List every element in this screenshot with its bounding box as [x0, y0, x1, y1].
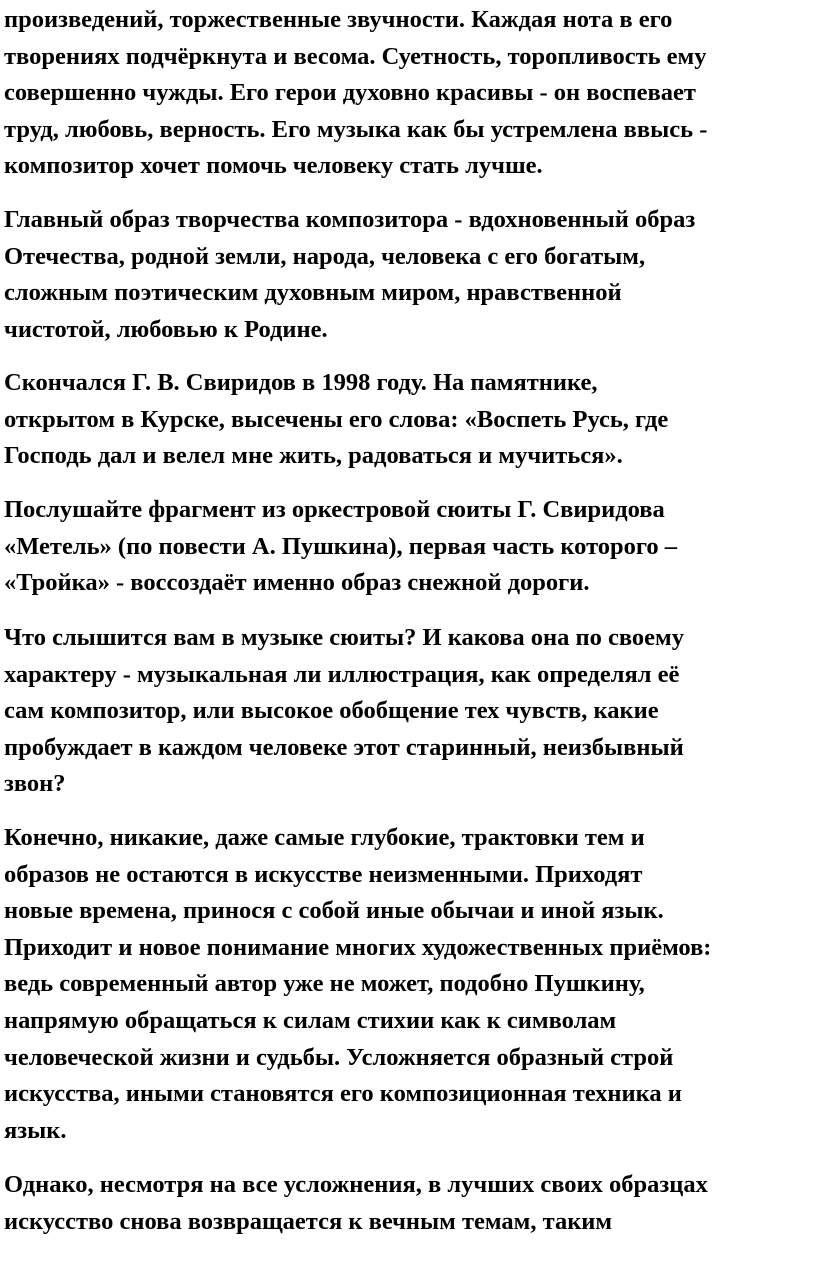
- text-line: произведений, торжественные звучности. Каждая нота в его: [4, 6, 673, 33]
- text-line: язык.: [4, 1116, 67, 1144]
- text-line: творениях подчёркнута и весома. Суетность, торопливость ему: [4, 42, 707, 70]
- text-line: «Тройка» - воссоздаёт именно образ снежной дороги.: [4, 569, 590, 597]
- text-line: напрямую обращаться к силам стихии как к символам: [4, 1006, 617, 1034]
- text-line: пробуждает в каждом человеке этот старинный, неизбывный: [4, 733, 684, 761]
- text-line: труд, любовь, верность. Его музыка как бы устремлена ввысь -: [4, 115, 708, 143]
- text-line: Господь дал и велел мне жить, радоваться и мучиться».: [4, 442, 623, 470]
- text-line: совершенно чужды. Его герои духовно красивы - он воспевает: [4, 79, 696, 107]
- text-line: Приходит и новое понимание многих художественных приёмов:: [4, 933, 712, 961]
- paragraph-main-image: [4, 202, 695, 348]
- text-line: Главный образ творчества композитора - вдохновенный образ: [4, 206, 696, 233]
- paragraph-listen-suite: [4, 492, 677, 602]
- text-line: характеру - музыкальная ли иллюстрация, как определял её: [4, 660, 680, 688]
- text-line: Однако, несмотря на все усложнения, в лучших своих образцах: [4, 1171, 708, 1198]
- text-line: человеческой жизни и судьбы. Усложняется образный строй: [4, 1043, 674, 1071]
- text-line: композитор хочет помочь человеку стать лучше.: [4, 152, 543, 180]
- paragraph-death-monument: [4, 365, 668, 475]
- text-line: открытом в Курске, высечены его слова: «Воспеть Русь, где: [4, 405, 669, 433]
- text-line: чистотой, любовью к Родине.: [4, 315, 328, 343]
- paragraph-eternal-themes: [4, 1167, 708, 1240]
- text-line: искусства, иными становятся его композиционная техника и: [4, 1080, 682, 1108]
- text-line: Отечества, родной земли, народа, человека с его богатым,: [4, 242, 646, 270]
- text-line: Послушайте фрагмент из оркестровой сюиты Г. Свиридова: [4, 496, 665, 523]
- text-line: звон?: [4, 770, 66, 798]
- text-line: образов не остаются в искусстве неизменными. Приходят: [4, 860, 643, 888]
- text-line: «Метель» (по повести А. Пушкина), первая часть которого –: [4, 532, 678, 560]
- text-line: сложным поэтическим духовным миром, нравственной: [4, 279, 622, 307]
- text-line: искусство снова возвращается к вечным темам, таким: [4, 1207, 613, 1235]
- paragraph-interpretations: [4, 820, 711, 1149]
- paragraph-question: [4, 620, 684, 803]
- text-line: Что слышится вам в музыке сюиты? И какова она по своему: [4, 624, 684, 651]
- text-line: новые времена, принося с собой иные обычаи и иной язык.: [4, 897, 664, 925]
- text-line: ведь современный автор уже не может, подобно Пушкину,: [4, 970, 645, 998]
- paragraph-sviridov-music-character: [4, 2, 707, 185]
- text-line: Скончался Г. В. Свиридов в 1998 году. На памятнике,: [4, 369, 598, 396]
- text-line: сам композитор, или высокое обобщение тех чувств, какие: [4, 697, 659, 725]
- text-line: Конечно, никакие, даже самые глубокие, трактовки тем и: [4, 824, 645, 851]
